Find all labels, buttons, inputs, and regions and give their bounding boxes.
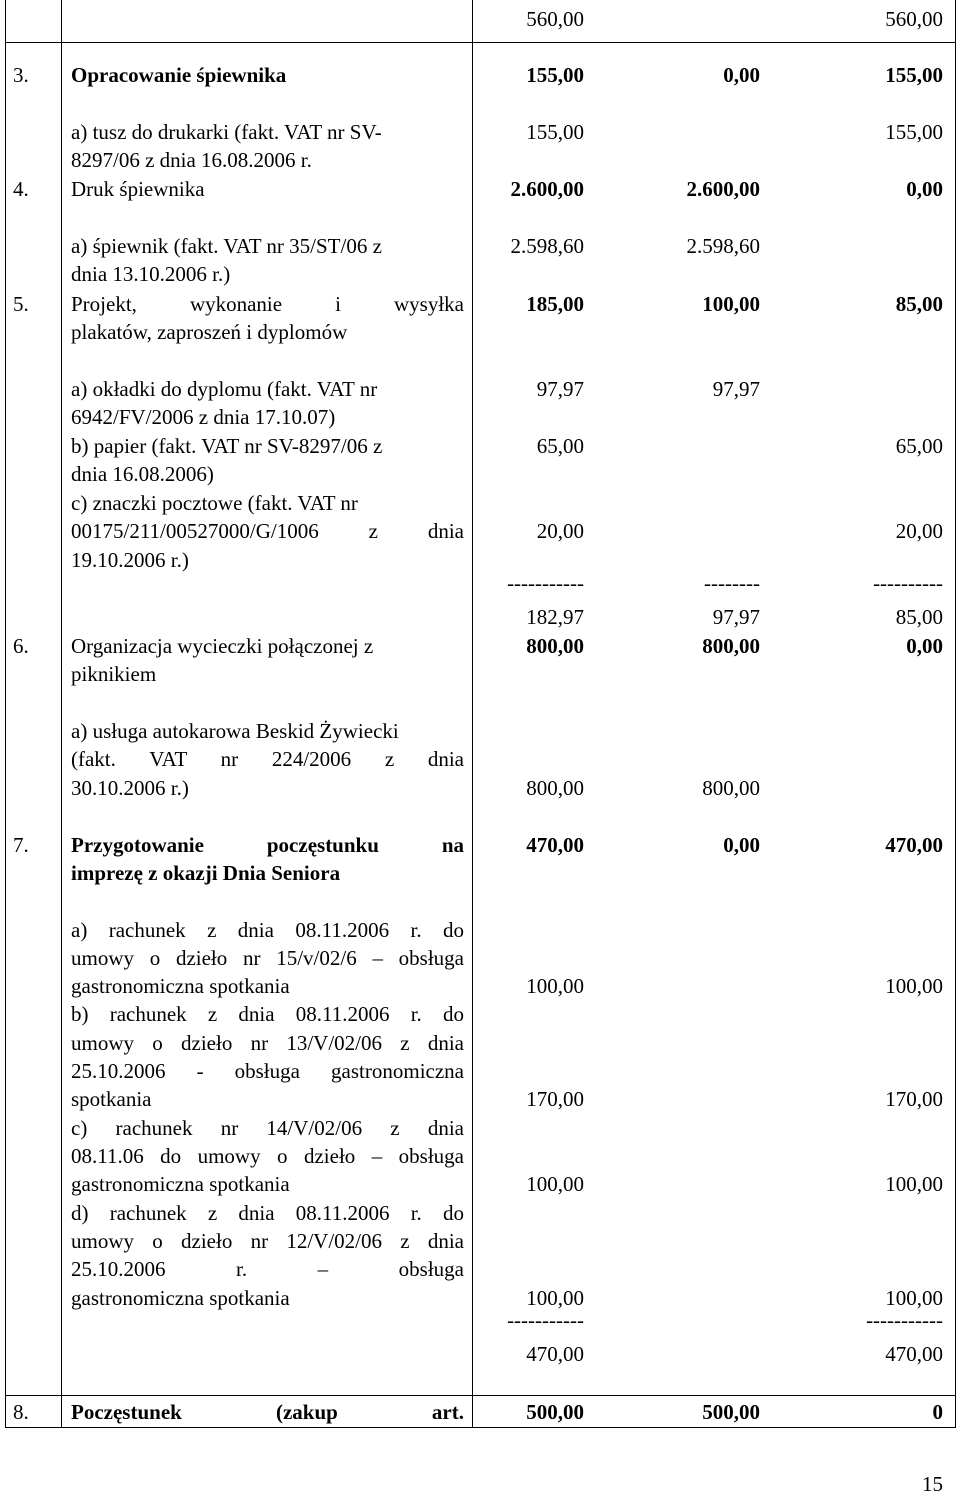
cell-value: 65,00 (895, 434, 943, 458)
cell-value: 170,00 (885, 1087, 943, 1111)
cell-value: 2.598,60 (686, 234, 760, 258)
cell-value: 100,00 (885, 1286, 943, 1310)
table-border-right (955, 0, 956, 1428)
sub-item-text: umowy o dzieło nr 13/V/02/06 z dnia (71, 1031, 464, 1055)
cell-value: 470,00 (526, 833, 584, 857)
row-title: Druk śpiewnika (71, 177, 205, 201)
cell-value: 155,00 (885, 120, 943, 144)
row-number: 6. (13, 634, 29, 658)
table-column-divider (472, 0, 473, 1428)
sub-item-text: spotkania (71, 1087, 152, 1111)
cell-value: 100,00 (526, 1286, 584, 1310)
cell-value: 100,00 (526, 974, 584, 998)
cell-value: 800,00 (526, 634, 584, 658)
cell-value: 100,00 (885, 974, 943, 998)
cell-value: 170,00 (526, 1087, 584, 1111)
sub-item-text: a) śpiewnik (fakt. VAT nr 35/ST/06 z (71, 234, 382, 258)
sub-item-text: c) znaczki pocztowe (fakt. VAT nr (71, 491, 358, 515)
cell-value: 20,00 (895, 519, 943, 543)
cell-value: 155,00 (526, 63, 584, 87)
cell-value: 100,00 (702, 292, 760, 316)
sub-item-text: gastronomiczna spotkania (71, 974, 290, 998)
cell-value: 500,00 (702, 1400, 760, 1424)
dash-separator: ---------- (873, 571, 943, 595)
row-title: Organizacja wycieczki połączonej z (71, 634, 374, 658)
cell-value: 182,97 (526, 605, 584, 629)
cell-value: 2.598,60 (510, 234, 584, 258)
sub-item-text: 19.10.2006 r.) (71, 548, 189, 572)
cell-value: 85,00 (895, 605, 943, 629)
cell-value: 65,00 (536, 434, 584, 458)
table-border-bottom (5, 1427, 956, 1428)
sub-item-text: 00175/211/00527000/G/1006 z dnia (71, 519, 464, 543)
page-number: 15 (922, 1472, 943, 1496)
sub-item-text: b) rachunek z dnia 08.11.2006 r. do (71, 1002, 464, 1026)
cell-value: 0,00 (723, 63, 760, 87)
sub-item-text: gastronomiczna spotkania (71, 1172, 290, 1196)
cell-value: 560,00 (885, 7, 943, 31)
sub-item-text: 8297/06 z dnia 16.08.2006 r. (71, 148, 312, 172)
cell-value: 800,00 (702, 634, 760, 658)
sub-item-text: dnia 16.08.2006) (71, 462, 214, 486)
table-column-divider (61, 0, 62, 1428)
cell-value: 500,00 (526, 1400, 584, 1424)
table-row-divider (5, 1395, 956, 1396)
row-title: Opracowanie śpiewnika (71, 63, 287, 87)
sub-item-text: umowy o dzieło nr 15/v/02/6 – obsługa (71, 946, 464, 970)
cell-value: 2.600,00 (510, 177, 584, 201)
row-number: 4. (13, 177, 29, 201)
row-title: Przygotowanie poczęstunku na (71, 833, 464, 857)
sub-item-text: (fakt. VAT nr 224/2006 z dnia (71, 747, 464, 771)
sub-item-text: d) rachunek z dnia 08.11.2006 r. do (71, 1201, 464, 1225)
cell-value: 155,00 (526, 120, 584, 144)
dash-separator: ----------- (866, 1308, 943, 1332)
row-number: 8. (13, 1400, 29, 1424)
table-row-divider (5, 42, 956, 43)
dash-separator: ----------- (507, 571, 584, 595)
row-title: imprezę z okazji Dnia Seniora (71, 861, 341, 885)
sub-item-text: a) tusz do drukarki (fakt. VAT nr SV- (71, 120, 382, 144)
cell-value: 100,00 (526, 1172, 584, 1196)
cell-value: 2.600,00 (686, 177, 760, 201)
sub-item-text: 30.10.2006 r.) (71, 776, 189, 800)
cell-value: 0,00 (906, 177, 943, 201)
cell-value: 97,97 (712, 377, 760, 401)
row-title: piknikiem (71, 662, 157, 686)
sub-item-text: umowy o dzieło nr 12/V/02/06 z dnia (71, 1229, 464, 1253)
sub-item-text: 25.10.2006 r. – obsługa (71, 1257, 464, 1281)
cell-value: 97,97 (536, 377, 584, 401)
cell-value: 100,00 (885, 1172, 943, 1196)
row-number: 5. (13, 292, 29, 316)
cell-value: 97,97 (712, 605, 760, 629)
sub-item-text: c) rachunek nr 14/V/02/06 z dnia (71, 1116, 464, 1140)
dash-separator: ----------- (507, 1308, 584, 1332)
cell-value: 0 (932, 1400, 943, 1424)
cell-value: 0,00 (906, 634, 943, 658)
row-title: plakatów, zaproszeń i dyplomów (71, 320, 348, 344)
cell-value: 560,00 (526, 7, 584, 31)
cell-value: 470,00 (526, 1342, 584, 1366)
cell-value: 800,00 (702, 776, 760, 800)
row-number: 3. (13, 63, 29, 87)
cell-value: 0,00 (723, 833, 760, 857)
cell-value: 470,00 (885, 833, 943, 857)
row-title: Poczęstunek (zakup art. (71, 1400, 464, 1424)
sub-item-text: a) okładki do dyplomu (fakt. VAT nr (71, 377, 378, 401)
row-number: 7. (13, 833, 29, 857)
dash-separator: -------- (704, 571, 760, 595)
sub-item-text: a) usługa autokarowa Beskid Żywiecki (71, 719, 399, 743)
cell-value: 155,00 (885, 63, 943, 87)
cell-value: 20,00 (536, 519, 584, 543)
sub-item-text: 6942/FV/2006 z dnia 17.10.07) (71, 405, 336, 429)
sub-item-text: 25.10.2006 - obsługa gastronomiczna (71, 1059, 464, 1083)
cell-value: 470,00 (885, 1342, 943, 1366)
cell-value: 185,00 (526, 292, 584, 316)
sub-item-text: a) rachunek z dnia 08.11.2006 r. do (71, 918, 464, 942)
sub-item-text: b) papier (fakt. VAT nr SV-8297/06 z (71, 434, 383, 458)
sub-item-text: gastronomiczna spotkania (71, 1286, 290, 1310)
sub-item-text: 08.11.06 do umowy o dzieło – obsługa (71, 1144, 464, 1168)
cell-value: 85,00 (895, 292, 943, 316)
budget-table (5, 0, 956, 1428)
row-title: Projekt, wykonanie i wysyłka (71, 292, 464, 316)
sub-item-text: dnia 13.10.2006 r.) (71, 262, 231, 286)
table-border-left (5, 0, 6, 1428)
cell-value: 800,00 (526, 776, 584, 800)
